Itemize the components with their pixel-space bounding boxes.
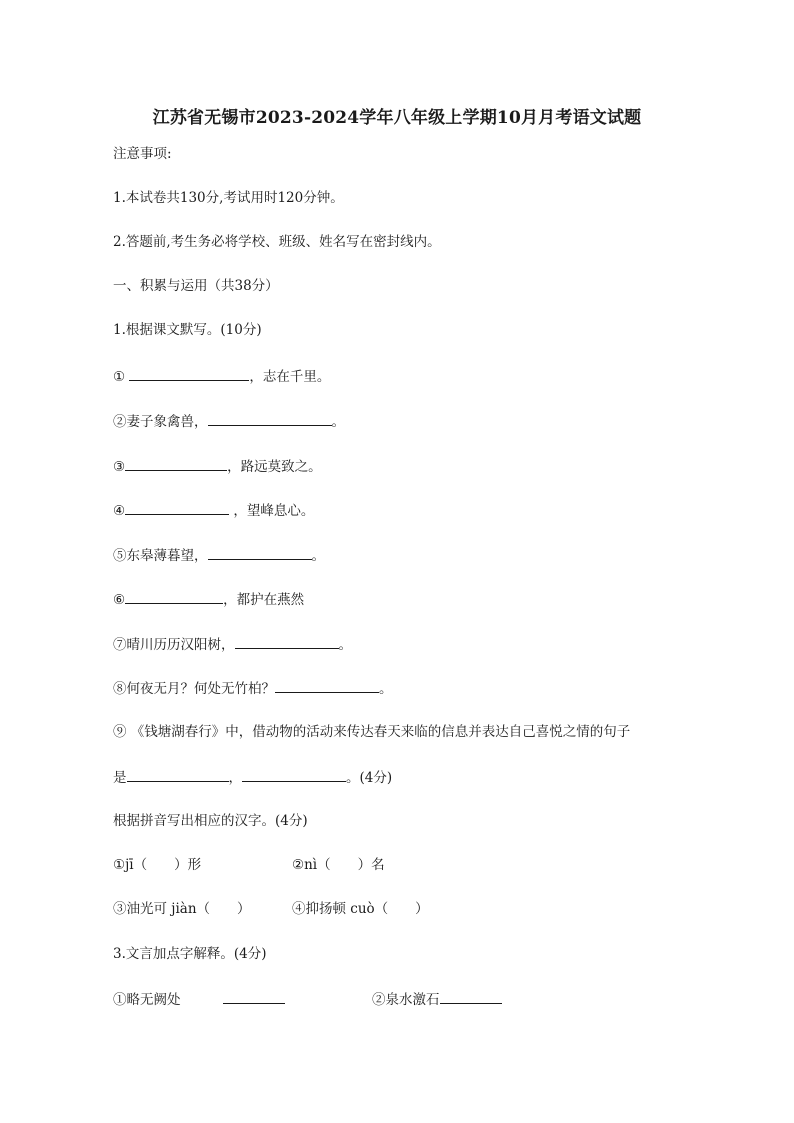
- dictation-item-9-prefix: 是: [113, 770, 127, 786]
- dictation-item-2: [113, 411, 345, 431]
- answer-blank[interactable]: [223, 989, 285, 1004]
- answer-blank[interactable]: [275, 678, 379, 693]
- classical-item-1-text: ①略无阙处: [113, 992, 181, 1008]
- classical-item-1: [113, 989, 285, 1009]
- dictation-item-8-suffix: 。: [379, 681, 393, 697]
- dictation-item-8: [113, 678, 393, 698]
- dictation-item-8-prefix: ⑧何夜无月？何处无竹柏？: [113, 681, 275, 697]
- dictation-item-3: [113, 456, 322, 476]
- answer-blank[interactable]: [129, 366, 249, 381]
- dictation-item-7-prefix: ⑦晴川历历汉阳树，: [113, 637, 235, 653]
- dictation-item-4-prefix: ④: [113, 503, 126, 519]
- dictation-item-6-prefix: ⑥: [113, 592, 126, 608]
- pinyin-item-4: ④抑扬顿 cuò（ ）: [292, 901, 429, 917]
- answer-blank[interactable]: [125, 500, 229, 515]
- pinyin-item-3: ③油光可 jiàn（ ）: [113, 901, 251, 917]
- pinyin-item-2: ②nì（ ）名: [292, 857, 385, 873]
- dictation-item-7-suffix: 。: [338, 637, 352, 653]
- pinyin-item-1: ①jī（ ）形: [113, 857, 202, 873]
- dictation-item-3-suffix: ，路远莫致之。: [227, 459, 322, 475]
- dictation-item-1: [113, 366, 330, 386]
- dictation-item-5-prefix: ⑤东皋薄暮望，: [113, 548, 208, 564]
- question-3-stem: 3.文言加点字解释。(4分): [113, 946, 267, 962]
- answer-blank[interactable]: [127, 767, 229, 782]
- answer-blank[interactable]: [208, 545, 312, 560]
- notes-heading: 注意事项:: [113, 146, 172, 162]
- dictation-item-9-mid: ，: [228, 770, 242, 786]
- classical-item-2: [372, 989, 502, 1009]
- dictation-item-5: [113, 545, 325, 565]
- dictation-item-4: [113, 500, 314, 520]
- dictation-item-6: [113, 589, 304, 609]
- dictation-item-2-suffix: 。: [331, 414, 345, 430]
- dictation-item-7: [113, 634, 352, 654]
- notes-item-2: 2.答题前,考生务必将学校、班级、姓名写在密封线内。: [113, 234, 441, 250]
- dictation-item-9-line-2: [113, 767, 392, 787]
- answer-blank[interactable]: [235, 634, 339, 649]
- answer-blank[interactable]: [440, 989, 502, 1004]
- answer-blank[interactable]: [242, 767, 346, 782]
- notes-item-1: 1.本试卷共130分,考试用时120分钟。: [113, 190, 344, 206]
- answer-blank[interactable]: [125, 589, 223, 604]
- dictation-item-9-line-1: ⑨ 《钱塘湖春行》中，借动物的活动来传达春天来临的信息并表达自己喜悦之情的句子: [113, 724, 631, 740]
- dictation-item-9-suffix: 。(4分): [346, 770, 393, 786]
- dictation-item-1-suffix: ，志在千里。: [249, 369, 331, 385]
- section-1-heading: 一、积累与运用（共38分）: [113, 278, 279, 294]
- dictation-item-6-suffix: ，都护在燕然: [223, 592, 305, 608]
- page-title: 江苏省无锡市2023-2024学年八年级上学期10月月考语文试题: [152, 108, 642, 128]
- dictation-item-5-suffix: 。: [311, 548, 325, 564]
- dictation-item-1-prefix: ①: [113, 369, 130, 385]
- dictation-item-3-prefix: ③: [113, 459, 126, 475]
- answer-blank[interactable]: [208, 411, 332, 426]
- dictation-item-4-suffix: ，望峰息心。: [229, 503, 315, 519]
- dictation-item-2-prefix: ②妻子象禽兽，: [113, 414, 208, 430]
- classical-item-2-text: ②泉水激石: [372, 992, 440, 1008]
- question-2-stem: 根据拼音写出相应的汉字。(4分): [113, 813, 308, 829]
- question-1-stem: 1.根据课文默写。(10分): [113, 322, 262, 338]
- answer-blank[interactable]: [125, 456, 227, 471]
